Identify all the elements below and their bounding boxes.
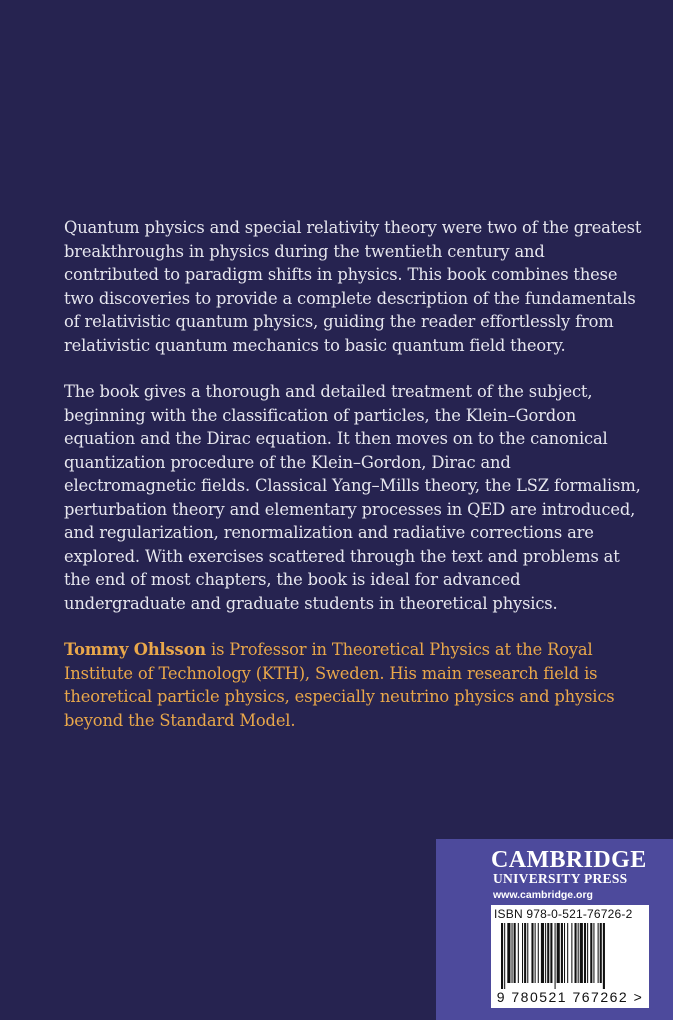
barcode-bar [598,923,599,983]
barcode-bar [587,923,588,983]
author-bio-text: is Professor in Theoretical Physics at the Royal Institute of Technology (KTH), Sweden. His main research field is theoretical particle physics, especially neutrino physics and physics beyond the Standard Model. [64,640,615,730]
barcode-bar [561,923,563,983]
barcode-bar [575,923,577,983]
back-cover-blurb [64,216,644,755]
barcode-bar [507,923,510,983]
barcode-bar [527,923,528,983]
barcode-bar [600,923,602,983]
barcode-bar [522,923,523,983]
barcode-bar [603,923,605,989]
barcode-bar [512,923,513,983]
barcode-bar [524,923,526,983]
barcode-bar [504,923,505,989]
author-name: Tommy Ohlsson [64,640,206,659]
barcode-bar [571,923,572,983]
publisher-url: www.cambridge.org [493,889,593,901]
publisher-subtitle: UNIVERSITY PRESS [493,871,628,886]
barcode-bar [545,923,546,983]
barcode-bar [501,923,503,989]
barcode-bar [578,923,579,983]
barcode-bar [535,923,536,983]
barcode-icon [491,923,649,989]
barcode-bar [518,923,519,983]
description-paragraph-2: The book gives a thorough and detailed treatment of the subject, beginning with the classification of particles, the Klein–Gordon equation and the Dirac equation. It then moves on to the canonical quantization procedure of the Klein–Gordon, Dirac and electromagnetic fields. Classical Yang–Mills theory, the LSZ formalism, perturbation theory and elementary processes in QED are introduced, and regularization, renormalization and radiative corrections are explored. With exercises scattered through the text and problems at the end of most chapters, the book is ideal for advanced undergraduate and graduate students in theoretical physics. [64,382,641,613]
barcode-bar [564,923,565,983]
barcode-bar [580,923,583,983]
barcode-bar [541,923,544,983]
barcode-bar [547,923,549,983]
barcode-bar [550,923,552,983]
barcode-bar [584,923,586,983]
barcode-bar [538,923,539,983]
publisher-name: CAMBRIDGE [491,847,647,873]
description-paragraph-1: Quantum physics and special relativity theory were two of the greatest breakthroughs in physics during the twentieth century and contributed to paradigm shifts in physics. This book combines these two discoveries to provide a complete description of the fundamentals of relativistic quantum physics, guiding the reader effortlessly from relativistic quantum mechanics to basic quantum field theory. [64,218,642,355]
publisher-box [436,839,673,1020]
barcode-bar [593,923,594,983]
barcode-bar [555,923,556,989]
isbn-label: ISBN 978-0-521-76726-2 [494,907,633,921]
barcode-bar [557,923,560,983]
barcode-panel [491,905,649,1008]
barcode-bar [567,923,568,983]
barcode-bar [531,923,533,983]
barcode-bar [514,923,516,983]
barcode-digits: 9 780521 767262 > [496,989,644,1005]
author-bio [64,638,644,732]
barcode-bar [590,923,592,983]
